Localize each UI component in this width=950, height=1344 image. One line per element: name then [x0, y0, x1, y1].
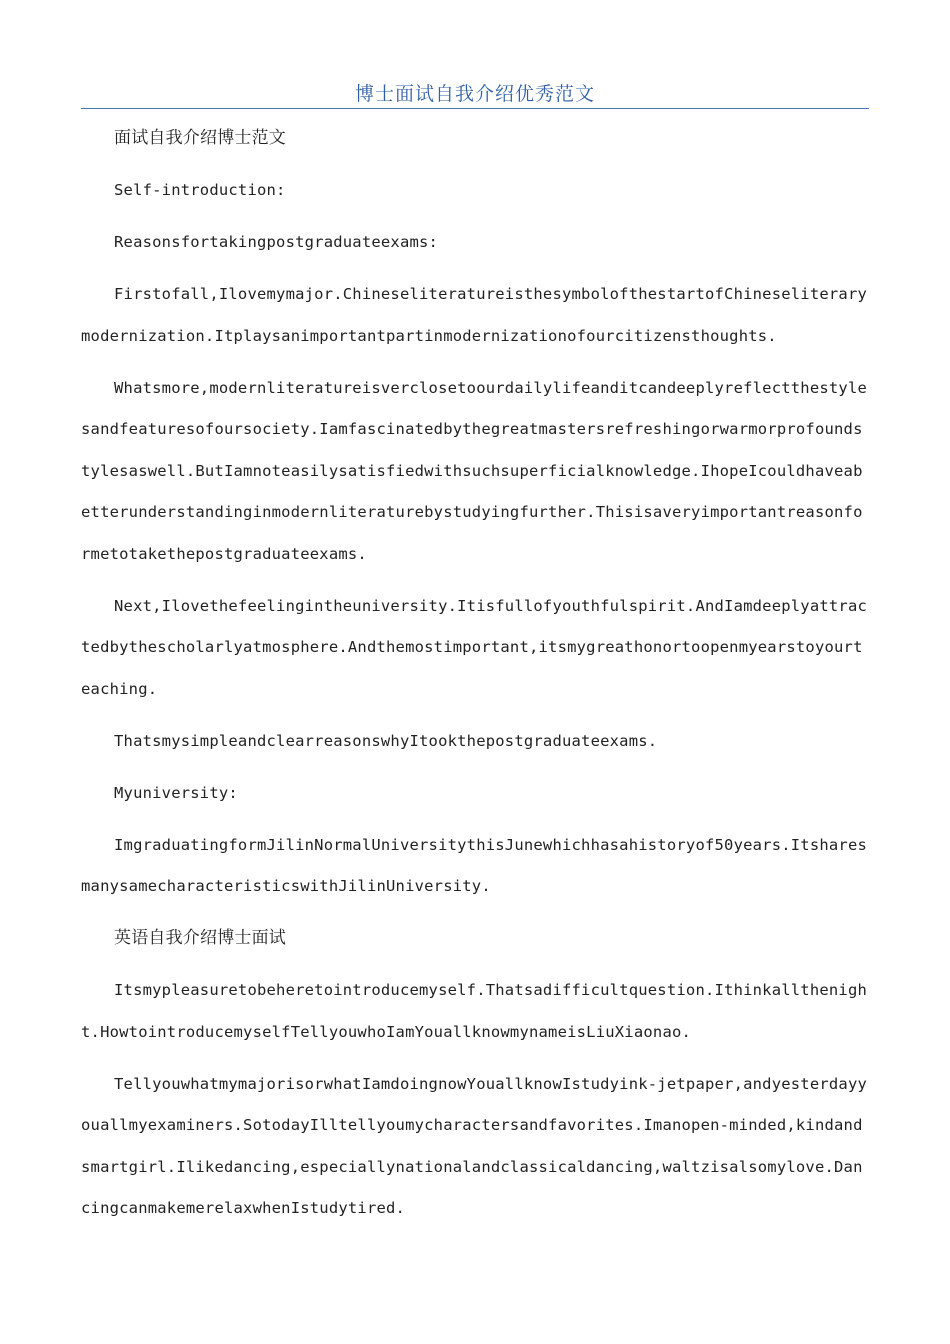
- page-header: [81, 80, 869, 109]
- paragraph: Self-introduction:: [114, 181, 286, 199]
- paragraph: Firstofall,Ilovemymajor.ChineseliteratureisthesymbolofthestartofChineseliterarymodernization.Itplaysanimportantpartinmodernizationofourcitizensthoughts.: [81, 285, 868, 345]
- section-heading: 英语自我介绍博士面试: [114, 928, 286, 948]
- paragraph: Myuniversity:: [114, 783, 238, 802]
- page-title: 博士面试自我介绍优秀范文: [354, 83, 595, 105]
- paragraph: Itsmypleasuretobeheretointroducemyself.Thatsadifficultquestion.Ithinkallthenight.HowtointroducemyselfTellyouwhoIamYouallknowmynameisLiuXiaonao.: [81, 981, 868, 1041]
- paragraph: Whatsmore,modernliteratureisverclosetoourdailylifeanditcandeeplyreflectthestylesandfeaturesofoursociety.Iamfascinatedbythegreatmastersrefreshingorwarmorprofoundstylesaswell.ButIamnoteasilysatisfiedwithsuchsuperficialknowledge.IhopeIcouldhaveabetterunderstandinginmodernliteraturebystudyingfurther.Thisisaveryimportantreasonformetotakethepostgraduateexams.: [81, 378, 868, 563]
- paragraph: TellyouwhatmymajorisorwhatIamdoingnowYouallknowIstudyink-jetpaper,andyesterdayyouallmyexaminers.SotodayIlltellyoumycharactersandfavorites.Imanopen-minded,kindandsmartgirl.Ilikedancing,especiallynationalandclassicaldancing,waltzisalsomylove.DancingcanmakemerelaxwhenIstudytired.: [81, 1074, 868, 1217]
- document-body: [81, 118, 869, 1240]
- section-heading: 面试自我介绍博士范文: [114, 128, 286, 148]
- paragraph: Next,Ilovethefeelingintheuniversity.Itisfullofyouthfulspirit.AndIamdeeplyattractedbythescholarlyatmosphere.Andthemostimportant,itsmygreathonortoopenmyearstoyourteaching.: [81, 596, 868, 698]
- paragraph: ImgraduatingformJilinNormalUniversitythisJunewhichhasahistoryof50years.ItsharesmanysamecharacteristicswithJilinUniversity.: [81, 835, 868, 895]
- paragraph: Reasonsfortakingpostgraduateexams:: [114, 233, 439, 251]
- paragraph: ThatsmysimpleandclearreasonswhyItookthepostgraduateexams.: [114, 731, 658, 750]
